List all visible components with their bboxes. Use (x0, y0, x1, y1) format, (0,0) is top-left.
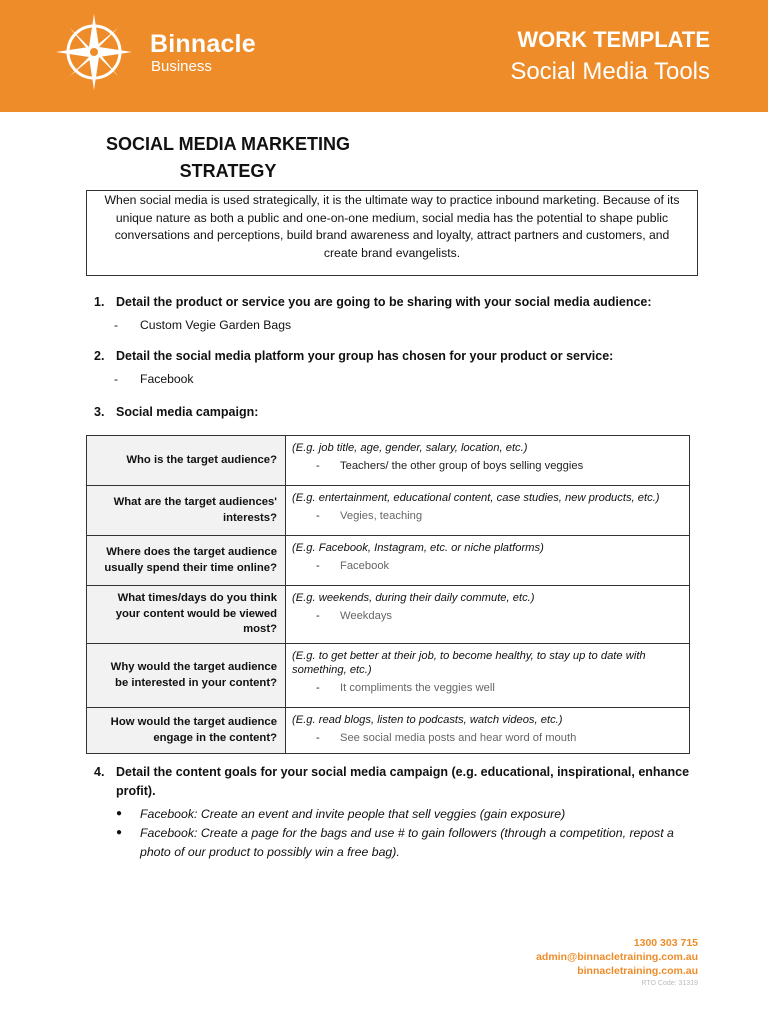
header-banner (0, 0, 768, 112)
table-row (87, 536, 690, 586)
row-value (286, 536, 690, 586)
campaign-table (86, 435, 690, 754)
header-title: WORK TEMPLATE (517, 27, 710, 52)
dash-marker: - (316, 682, 320, 694)
question-text: Social media campaign: (116, 405, 259, 419)
row-label: Who is the target audience? (87, 436, 286, 486)
question-text: Detail the product or service you are going to be sharing with your social media audience: (116, 295, 652, 309)
row-hint: (E.g. job title, age, gender, salary, location, etc.) (292, 442, 528, 454)
intro-box: When social media is used strategically, it is the ultimate way to practice inbound marketing. Because of its unique nature as both a public and one-on-one medium, social media has the potential to shape public conversations and perceptions, build brand awareness and loyalty, attract partners and customers, and create brand evangelists. (86, 190, 698, 276)
row-response-text: See social media posts and hear word of mouth (340, 732, 577, 744)
row-response (292, 459, 683, 473)
table-row (87, 644, 690, 708)
row-hint: (E.g. to get better at their job, to become healthy, to stay up to date with something, etc.) (292, 650, 646, 676)
document-title (90, 131, 366, 185)
document-title-line1: SOCIAL MEDIA MARKETING (105, 134, 350, 154)
header-subtitle: Social Media Tools (510, 58, 710, 85)
list-item (116, 824, 706, 861)
row-value (286, 486, 690, 536)
answer-text: Facebook (140, 372, 194, 386)
question-text: Detail the social media platform your group has chosen for your product or service: (116, 349, 614, 363)
logo-name: Binnacle (150, 30, 256, 58)
row-value (286, 644, 690, 708)
row-response (292, 681, 683, 695)
row-label: What are the target audiences' interests? (87, 486, 286, 536)
footer-website[interactable]: binnacletraining.com.au (577, 965, 698, 977)
row-response-text: Vegies, teaching (340, 510, 423, 522)
list-item-text: Facebook: Create a page for the bags and use # to gain followers (through a competition, repost a photo of our product to possibly win a free bag). (140, 826, 674, 859)
question-text: Detail the content goals for your social media campaign (e.g. educational, inspirational, enhance profit). (116, 765, 690, 798)
row-value (286, 708, 690, 754)
list-item-text: Facebook: Create an event and invite people that sell veggies (gain exposure) (140, 807, 566, 821)
table-row (87, 486, 690, 536)
list-item (116, 805, 706, 824)
dash-marker: - (316, 732, 320, 744)
row-label: What times/days do you think your content would be viewed most? (87, 586, 286, 644)
question-number: 1. (94, 295, 105, 309)
row-label: Why would the target audience be interested in your content? (87, 644, 286, 708)
question-number: 2. (94, 349, 105, 363)
table-row (87, 708, 690, 754)
bullet-icon: ● (116, 808, 123, 819)
question-4 (94, 763, 704, 800)
row-response (292, 559, 683, 573)
table-row (87, 586, 690, 644)
table-row (87, 436, 690, 486)
dash-marker: - (114, 372, 119, 386)
logo-subtitle: Business (151, 58, 212, 75)
footer-phone[interactable]: 1300 303 715 (633, 937, 698, 949)
compass-star-icon (56, 14, 132, 90)
row-hint: (E.g. read blogs, listen to podcasts, watch videos, etc.) (292, 714, 563, 726)
row-response-text: It compliments the veggies well (340, 682, 495, 694)
row-response-text: Weekdays (340, 610, 393, 622)
row-label: Where does the target audience usually spend their time online? (87, 536, 286, 586)
row-response (292, 731, 683, 745)
row-label: How would the target audience engage in the content? (87, 708, 286, 754)
row-value (286, 436, 690, 486)
rto-code: RTO Code: 31319 (641, 980, 698, 987)
row-response-text: Teachers/ the other group of boys selling veggies (340, 460, 584, 472)
question-number: 4. (94, 765, 105, 779)
document-title-line2: STRATEGY (179, 161, 277, 181)
footer-email[interactable]: admin@binnacletraining.com.au (536, 951, 698, 963)
dash-marker: - (316, 510, 320, 522)
bullet-icon: ● (116, 827, 123, 838)
row-hint: (E.g. weekends, during their daily commute, etc.) (292, 592, 535, 604)
row-hint: (E.g. entertainment, educational content, case studies, new products, etc.) (292, 492, 660, 504)
row-hint: (E.g. Facebook, Instagram, etc. or niche platforms) (292, 542, 544, 554)
answer-text: Custom Vegie Garden Bags (140, 318, 292, 332)
row-value (286, 586, 690, 644)
dash-marker: - (114, 318, 119, 332)
row-response (292, 509, 683, 523)
row-response-text: Facebook (340, 560, 390, 572)
dash-marker: - (316, 610, 320, 622)
dash-marker: - (316, 460, 320, 472)
question-number: 3. (94, 405, 105, 419)
row-response (292, 609, 683, 623)
dash-marker: - (316, 560, 320, 572)
